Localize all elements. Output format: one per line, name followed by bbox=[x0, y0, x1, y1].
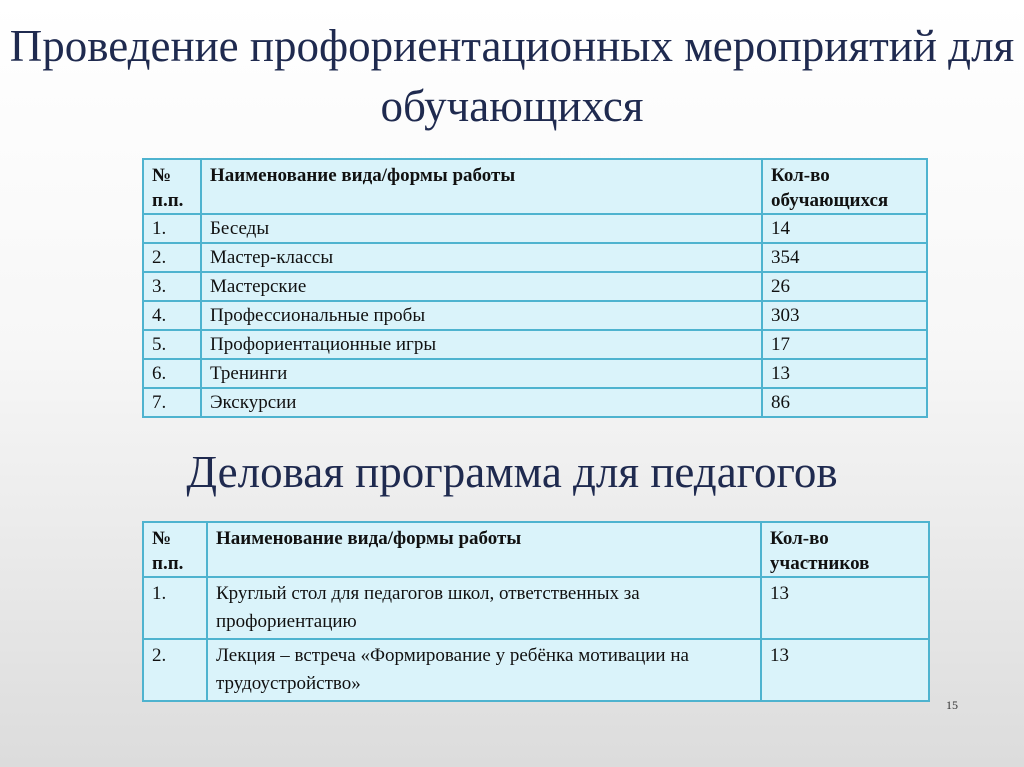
header-name: Наименование вида/формы работы bbox=[207, 522, 761, 577]
row-name: Мастер-классы bbox=[201, 243, 762, 272]
page-number: 15 bbox=[946, 698, 958, 712]
table-row bbox=[143, 214, 927, 243]
table-row bbox=[143, 243, 927, 272]
row-name: Круглый стол для педагогов школ, ответственных за профориентацию bbox=[207, 577, 761, 639]
row-count: 26 bbox=[762, 272, 927, 301]
header-number: № п.п. bbox=[143, 159, 201, 214]
row-name: Лекция – встреча «Формирование у ребёнка мотивации на трудоустройство» bbox=[207, 639, 761, 701]
row-number: 7. bbox=[143, 388, 201, 417]
table-row bbox=[143, 330, 927, 359]
row-count: 86 bbox=[762, 388, 927, 417]
table-header-row bbox=[143, 159, 927, 214]
table-row bbox=[143, 272, 927, 301]
row-name: Тренинги bbox=[201, 359, 762, 388]
row-number: 6. bbox=[143, 359, 201, 388]
row-number: 3. bbox=[143, 272, 201, 301]
section-title: Деловая программа для педагогов bbox=[186, 447, 838, 497]
table-row bbox=[143, 577, 929, 639]
header-count: Кол-во обучающихся bbox=[762, 159, 927, 214]
header-number: № п.п. bbox=[143, 522, 207, 577]
row-number: 2. bbox=[143, 243, 201, 272]
row-number: 1. bbox=[143, 214, 201, 243]
row-count: 13 bbox=[761, 639, 929, 701]
row-count: 354 bbox=[762, 243, 927, 272]
row-name: Профессиональные пробы bbox=[201, 301, 762, 330]
row-name: Экскурсии bbox=[201, 388, 762, 417]
row-number: 5. bbox=[143, 330, 201, 359]
table-row bbox=[143, 301, 927, 330]
table-header-row bbox=[143, 522, 929, 577]
students-events-table bbox=[142, 158, 928, 418]
row-count: 303 bbox=[762, 301, 927, 330]
table-row bbox=[143, 388, 927, 417]
row-count: 14 bbox=[762, 214, 927, 243]
header-count: Кол-во участников bbox=[761, 522, 929, 577]
row-count: 13 bbox=[761, 577, 929, 639]
header-name: Наименование вида/формы работы bbox=[201, 159, 762, 214]
row-count: 13 bbox=[762, 359, 927, 388]
row-number: 4. bbox=[143, 301, 201, 330]
row-name: Профориентационные игры bbox=[201, 330, 762, 359]
row-count: 17 bbox=[762, 330, 927, 359]
teachers-program-table bbox=[142, 521, 930, 702]
row-name: Беседы bbox=[201, 214, 762, 243]
table-row bbox=[143, 639, 929, 701]
slide-title: Проведение профориентационных мероприятий для обучающихся bbox=[9, 21, 1015, 131]
table-row bbox=[143, 359, 927, 388]
row-name: Мастерские bbox=[201, 272, 762, 301]
row-number: 2. bbox=[143, 639, 207, 701]
row-number: 1. bbox=[143, 577, 207, 639]
